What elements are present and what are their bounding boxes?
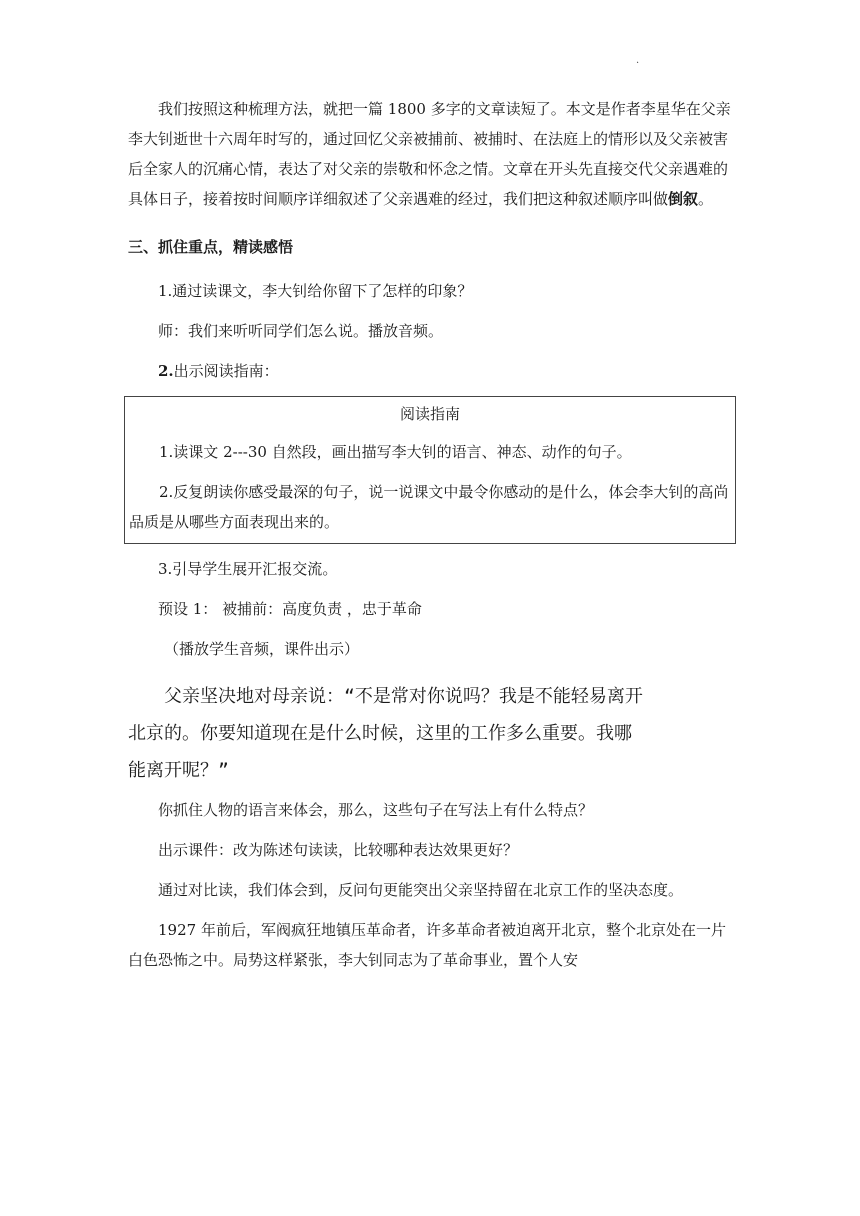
comparison-paragraph: 通过对比读，我们体会到，反问句更能突出父亲坚持留在北京工作的坚决态度。 <box>158 881 684 899</box>
reading-guide-item-2: 2.反复朗读你感受最深的句子，说一说课文中最令你感动的是什么，体会李大钊的高尚品质是从哪些方面表现出来的。 <box>129 483 729 531</box>
reading-guide-item-1: 1.读课文 2---30 自然段，画出描写李大钊的语言、神态、动作的句子。 <box>159 443 632 461</box>
document-page <box>128 94 736 975</box>
section-heading: 三、抓住重点，精读感悟 <box>128 238 294 256</box>
summary-paragraph <box>128 94 736 214</box>
reading-guide-title: 阅读指南 <box>399 405 460 423</box>
question-2 <box>128 356 736 386</box>
teacher-line: 师：我们来听听同学们怎么说。播放音频。 <box>158 322 444 340</box>
question-3: 3.引导学生展开汇报交流。 <box>158 560 338 578</box>
quote-line-2: 北京的。你要知道现在是什么时候，这里的工作多么重要。我哪 <box>128 723 632 744</box>
flashback-term: 倒叙 <box>668 190 699 208</box>
question-1: 1.通过读课文，李大钊给你留下了怎样的印象？ <box>158 282 473 300</box>
reading-guide-box <box>124 396 736 544</box>
question-2-number: 2. <box>158 362 174 380</box>
audio-note: （播放学生音频，课件出示） <box>164 640 360 658</box>
quote-block <box>128 678 736 789</box>
quote-line-1: 父亲坚决地对母亲说：“不是常对你说吗？我是不能轻易离开 <box>164 686 643 707</box>
summary-text: 我们按照这种梳理方法，就把一篇 1800 多字的文章读短了。本文是作者李星华在父亲李大钊逝世十六周年时写的，通过回忆父亲被捕前、被捕时、在法庭上的情形以及父亲被害后全家人的沉痛心情，表达了对父亲的崇敬和怀念之情。文章在开头先直接交代父亲遇难的具体日子，接着按时间顺序详细叙述了父亲遇难的经过，我们把这种叙述顺序叫做 <box>128 100 731 208</box>
history-paragraph: 1927 年前后，军阀疯狂地镇压革命者，许多革命者被迫离开北京，整个北京处在一片白色恐怖之中。局势这样紧张，李大钊同志为了革命事业，置个人安 <box>128 921 726 969</box>
courseware-line: 出示课件：改为陈述句读读，比较哪种表达效果更好？ <box>158 841 519 859</box>
page-mark-dot: · <box>636 58 640 69</box>
language-question: 你抓住人物的语言来体会，那么，这些句子在写法上有什么特点？ <box>158 801 594 819</box>
quote-line-3: 能离开呢？” <box>128 760 229 781</box>
question-2-text: 出示阅读指南： <box>173 362 279 380</box>
preset-1: 预设 1： 被捕前：高度负责 ，忠于革命 <box>158 600 422 618</box>
summary-end: 。 <box>698 190 714 208</box>
